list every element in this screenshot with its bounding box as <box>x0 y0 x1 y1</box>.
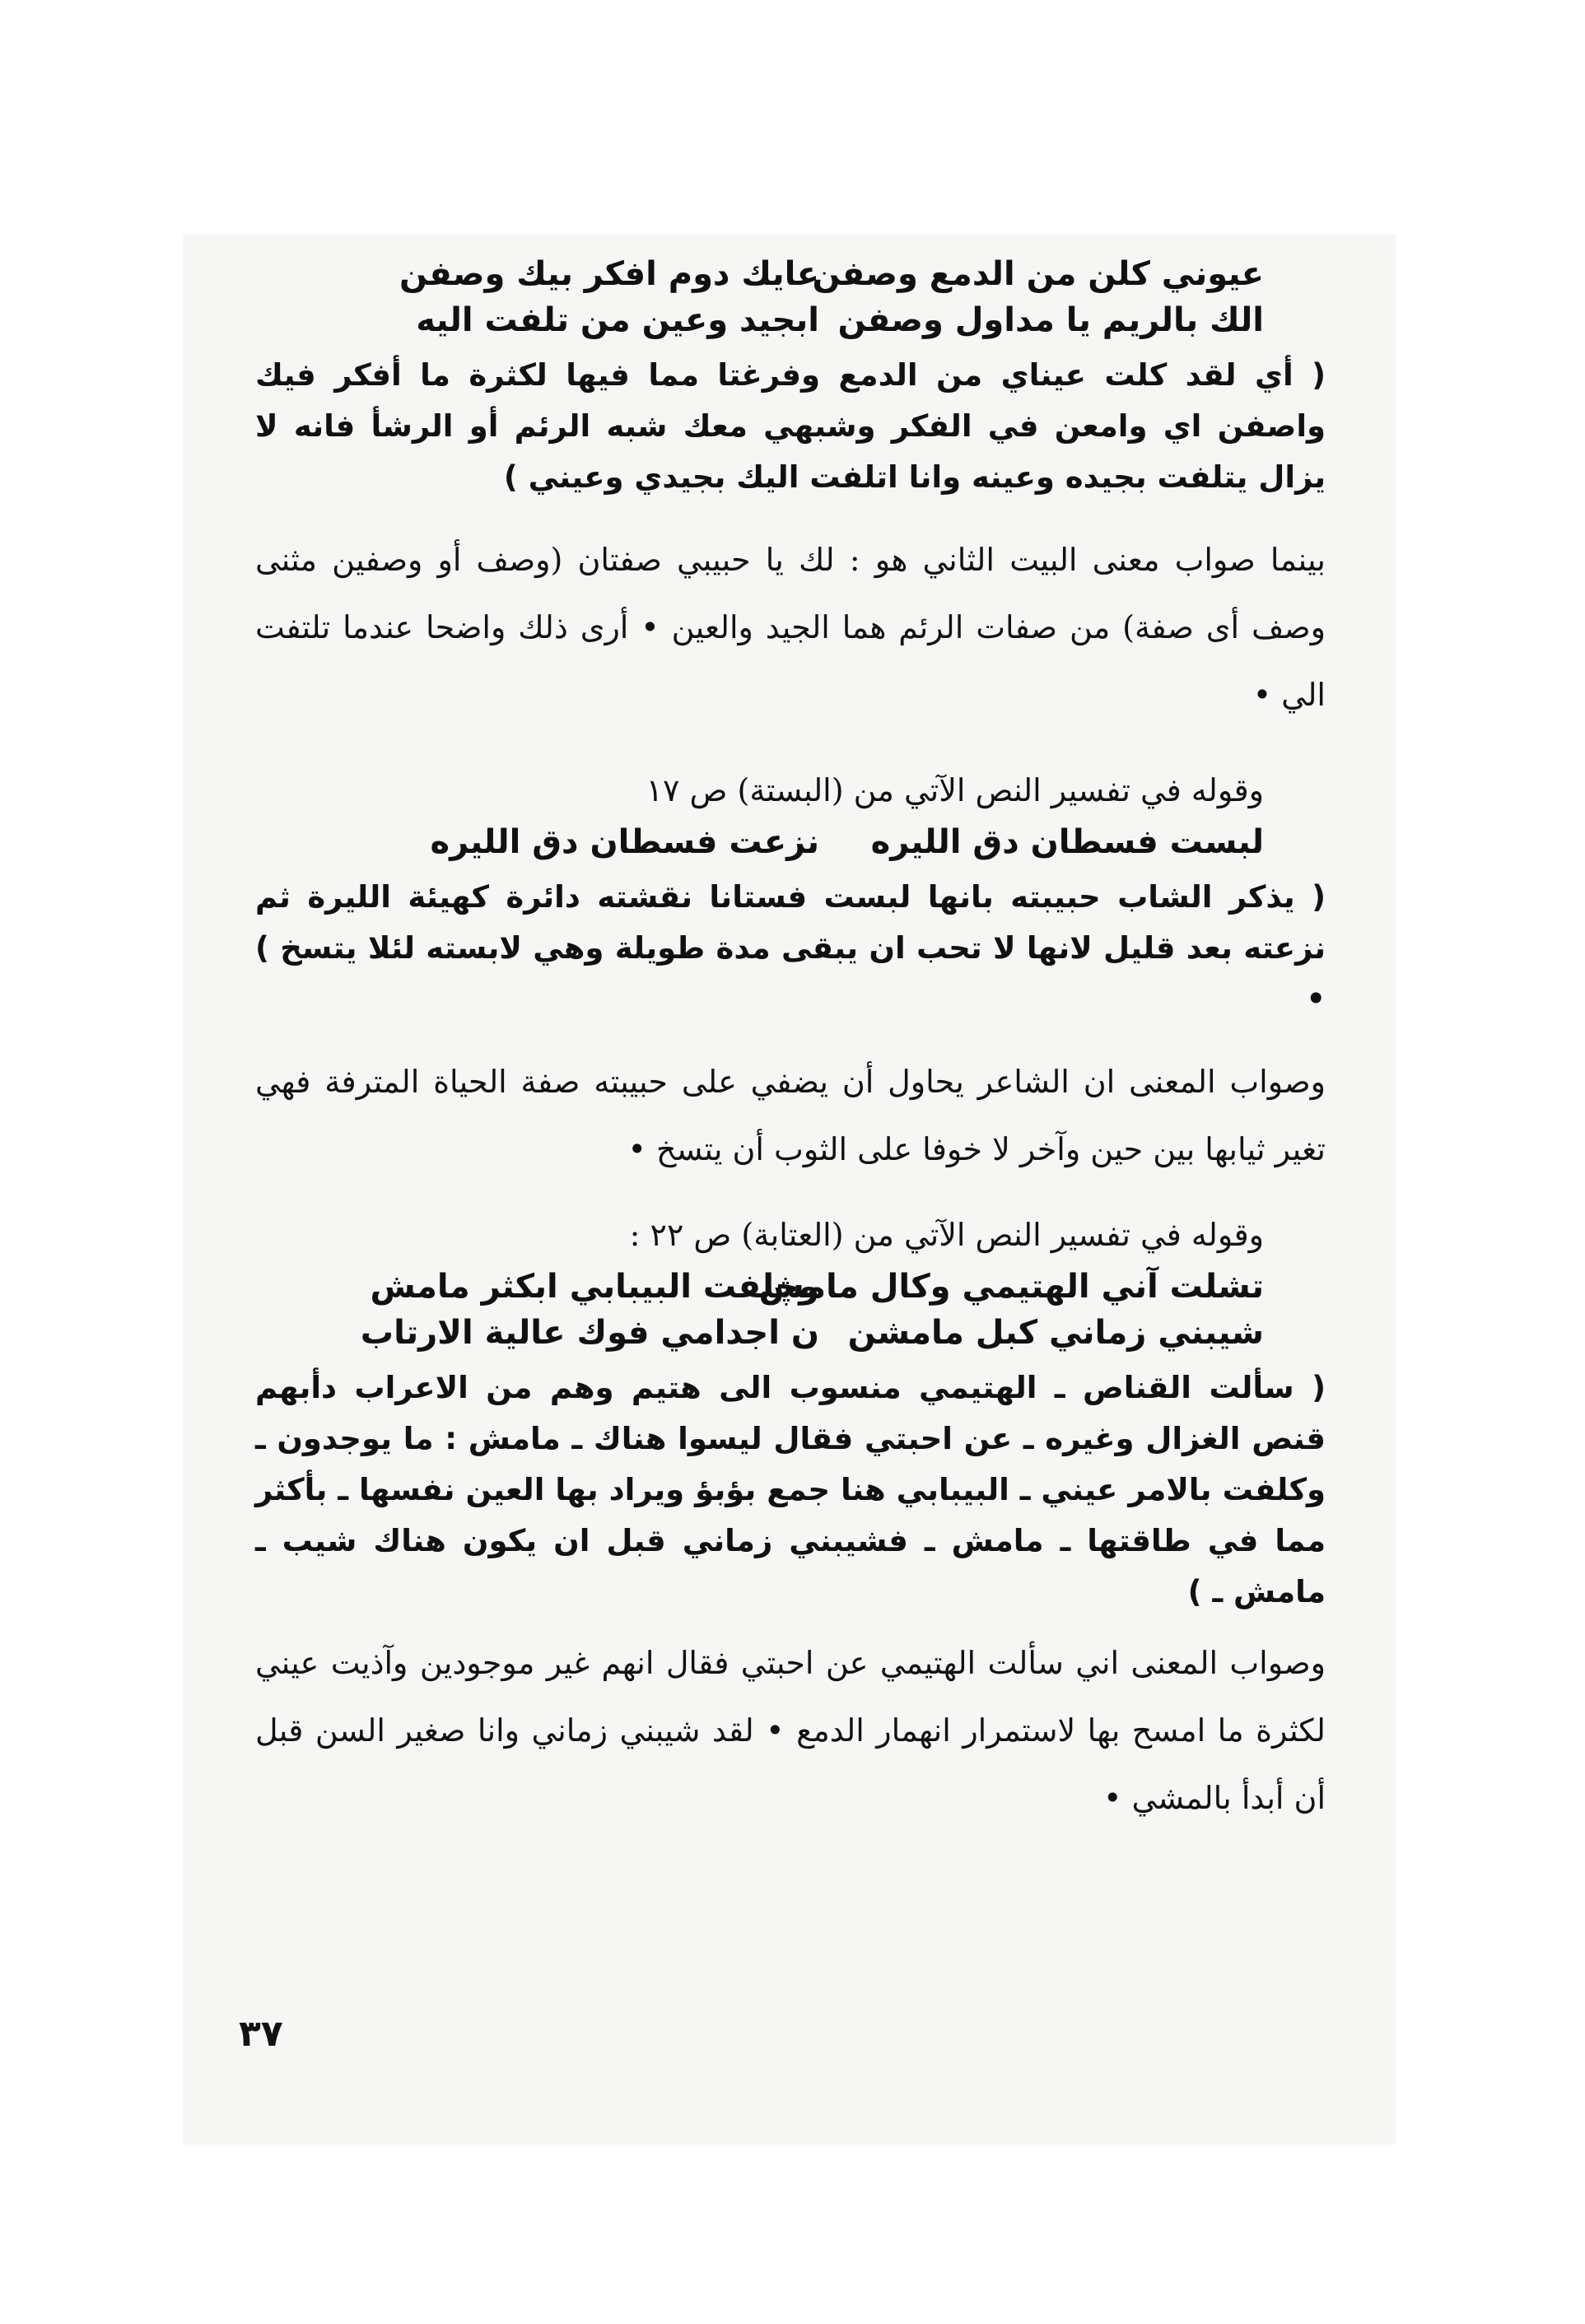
page-content <box>255 251 1326 1832</box>
spacer <box>255 729 1326 761</box>
gloss-paragraph-2: ( يذكر الشاب حبيبته بانها لبست فستانا نقشته دائرة كهيئة الليرة ثم نزعته بعد قليل لانها لا تحب ان يبقى مدة طويلة وهي لابسته لئلا يتسخ ) • <box>255 879 1326 1017</box>
gloss-paragraph-3: ( سألت القناص ـ الهتيمي منسوب الى هتيم وهم من الاعراب دأبهم قنص الغزال وغيره ـ عن احبتي فقال ليسوا هناك ـ مامش : ما يوجدون ـ وكلفت بالامر عيني ـ البيبابي هنا جمع بؤبؤ ويراد بها العين نفسها ـ بأكثر مما في طاقتها ـ مامش ـ فشيبني زماني قبل ان يكون هناك شيب ـ مامش ـ ) <box>255 1370 1326 1609</box>
spacer <box>255 1183 1326 1206</box>
verse-line <box>255 297 1326 343</box>
verse-hemistich-second: ن اجدامي فوك عالية الارتاب <box>360 1314 819 1352</box>
verse-hemistich-second: عايك دوم افكر بيك وصفن <box>399 255 819 293</box>
verse-line <box>255 251 1326 297</box>
section-intro-2: وقوله في تفسير النص الآتي من (البستة) ص ١٧ <box>646 772 1264 808</box>
verse-hemistich-first: الك بالريم يا مداول وصفن <box>837 301 1264 339</box>
verse-line <box>255 1310 1326 1356</box>
verse-line <box>255 819 1326 865</box>
verse-hemistich-first: لبست فسطان دق الليره <box>870 823 1264 861</box>
verse-hemistich-first: عيوني كلن من الدمع وصفن <box>812 255 1264 293</box>
verse-line <box>255 1264 1326 1310</box>
section-intro-3: وقوله في تفسير النص الآتي من (العتابة) ص ٢٢ : <box>629 1217 1264 1253</box>
spacer <box>255 1618 1326 1629</box>
spacer <box>255 503 1326 526</box>
spacer <box>255 1025 1326 1048</box>
poem-block-3 <box>255 1264 1326 1356</box>
verse-hemistich-second: نزعت فسطان دق الليره <box>430 823 819 861</box>
poem-block-1 <box>255 251 1326 343</box>
verse-hemistich-second: ابجيد وعين من تلفت اليه <box>416 301 819 339</box>
poem-block-2 <box>255 819 1326 865</box>
verse-hemistich-first: تشلت آني الهتيمي وكال مامش <box>758 1268 1264 1306</box>
correction-paragraph-2: وصواب المعنى ان الشاعر يحاول أن يضفي على حبيبته صفة الحياة المترفة فهي تغير ثيابها بين حين وآخر لا خوفا على الثوب أن يتسخ • <box>255 1064 1326 1167</box>
gloss-paragraph-1: ( أي لقد كلت عيناي من الدمع وفرغتا مما فيها لكثرة ما أفكر فيك واصفن اي وامعن في الفكر وشبهي معك شبه الرئم أو الرشأ فانه لا يزال يتلفت بجيده وعينه وانا اتلفت اليك بجيدي وعيني ) <box>255 357 1326 495</box>
page-number: ٣٧ <box>239 2013 283 2055</box>
verse-hemistich-first: شيبني زماني كبل مامشن <box>847 1314 1264 1352</box>
correction-paragraph-3: وصواب المعنى اني سألت الهتيمي عن احبتي فقال انهم غير موجودين وآذيت عيني لكثرة ما امسح بها لاستمرار انهمار الدمع • لقد شيبني زماني وانا صغير السن قبل أن أبدأ بالمشي • <box>255 1645 1326 1816</box>
verse-hemistich-second: وچلفت البيبابي ابكثر مامش <box>370 1268 819 1306</box>
correction-paragraph-1: بينما صواب معنى البيت الثاني هو : لك يا حبيبي صفتان (وصف أو وصفين مثنى وصف أى صفة) من صفات الرئم هما الجيد والعين • أرى ذلك واضحا عندما تلتفت الي • <box>255 542 1326 713</box>
